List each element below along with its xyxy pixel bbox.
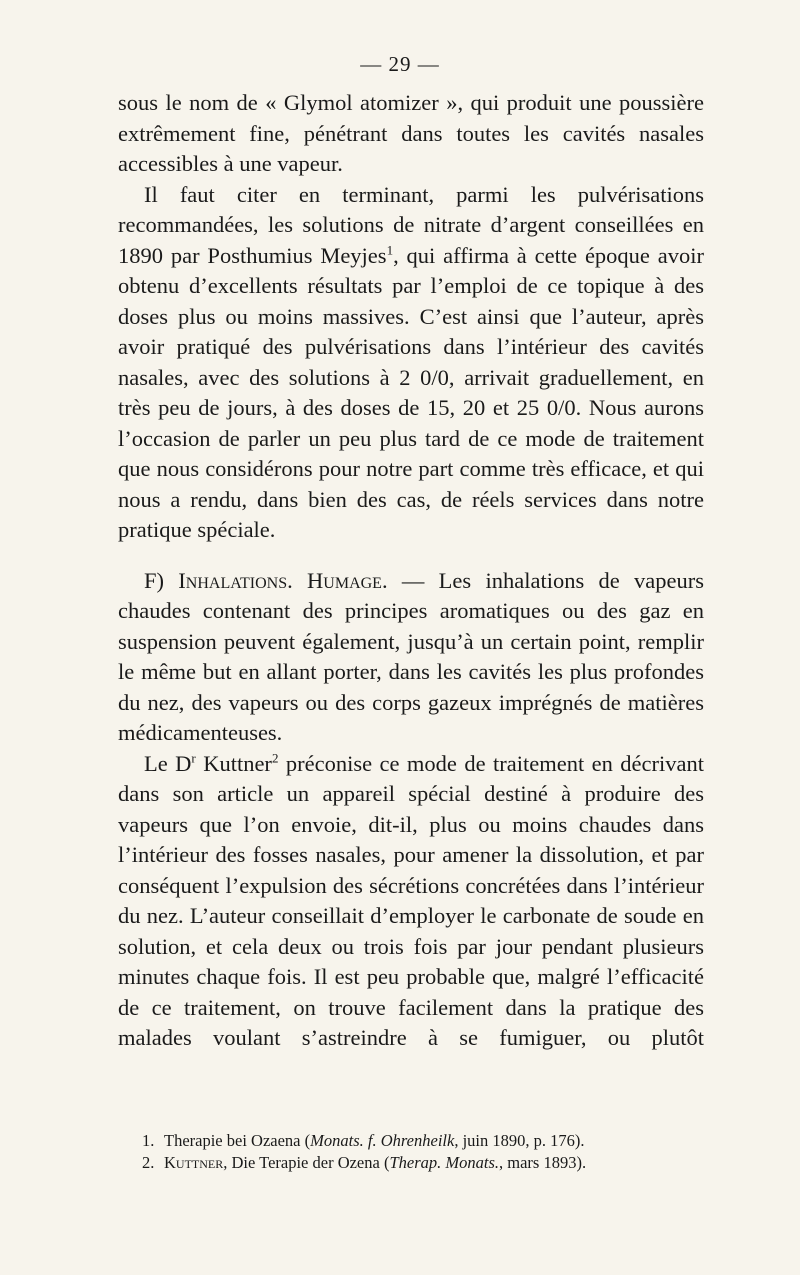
footnote-2 [118, 1152, 704, 1174]
paragraph-1: sous le nom de « Glymol atomizer », qui produit une poussière extrêmement fine, pénétrant dans toutes les cavités nasales accessibles à une vapeur. [118, 90, 704, 176]
paragraph-4 [118, 749, 704, 1054]
footnote-number: 2. [142, 1153, 155, 1172]
paragraph-2 [118, 180, 704, 546]
paragraph-4-text-b: Kuttner [195, 750, 272, 776]
paragraph-2-text-b: , qui affirma à cette époque avoir obtenu d’excellents résultats par l’emploi de ce topique à des doses plus ou moins massives. C’est ainsi que l’auteur, après avoir pratiqué des pulvérisations dans l’intérieur des cavités nasales, avec des solutions à 2 0/0, arrivait graduellement, en très peu de jours, à des doses de 15, 20 et 25 0/0. Nous aurons l’occasion de parler un peu plus tard de ce mode de traitement que nous considérons pour notre part comme très efficace, et qui nous a rendu, dans bien des cas, de réels services dans notre pratique spéciale. [118, 242, 705, 542]
paragraph-4-text-c: préconise ce mode de traitement en décrivant dans son article un appareil spécial destiné à produire des vapeurs que l’on envoie, dit-il, plus ou moins chaudes dans l’intérieur des fosses nasales, pour amener la dissolution, et par conséquent l’expulsion des sécrétions concrétées dans l’intérieur du nez. L’auteur conseillait d’employer le carbonate de soude en solution, et cela deux ou trois fois par jour pendant plusieurs minutes chaque fois. Il est peu probable que, malgré l’efficacité de ce traitement, on trouve facilement dans la pratique des malades voulant s’astreindre à se fumiguer, ou plutôt [118, 750, 705, 1050]
footnote-1 [118, 1130, 704, 1152]
paragraph-3-text: — Les inhalations de vapeurs chaudes contenant des principes aromatiques ou des gaz en suspension peuvent également, jusqu’à un certain point, remplir le même but en allant porter, dans les cavités les plus profondes du nez, des vapeurs ou des corps gazeux imprégnés de matières médicamenteuses. [118, 567, 704, 745]
footnote-journal: Therap. Monats. [389, 1153, 499, 1172]
paragraph-3 [118, 566, 704, 749]
footnote-ref-1: 1 [386, 242, 394, 257]
dr-superscript: r [191, 750, 196, 765]
section-heading: F) Inhalations. Humage. [144, 567, 388, 593]
footnotes [118, 1130, 704, 1174]
footnote-author: Kuttner [164, 1153, 224, 1172]
page-number: — 29 — [360, 52, 440, 76]
body-text [118, 88, 704, 1054]
footnote-text: , Die Terapie der Ozena ( [223, 1153, 390, 1172]
footnote-ref-2: 2 [271, 750, 279, 765]
paragraph-2-text-a: Il faut citer en terminant, parmi les pulvérisations recommandées, les solutions de nitrate d’argent conseillées en 1890 par Posthumius Meyjes [118, 181, 704, 268]
footnote-journal: Monats. f. Ohrenheilk [310, 1131, 455, 1150]
paragraph-4-text-a: Le D [144, 750, 192, 776]
footnote-text: Therapie bei Ozaena ( [164, 1131, 311, 1150]
footnote-text: , juin 1890, p. 176). [454, 1131, 585, 1150]
footnote-text: , mars 1893). [499, 1153, 587, 1172]
footnote-number: 1. [142, 1131, 155, 1150]
